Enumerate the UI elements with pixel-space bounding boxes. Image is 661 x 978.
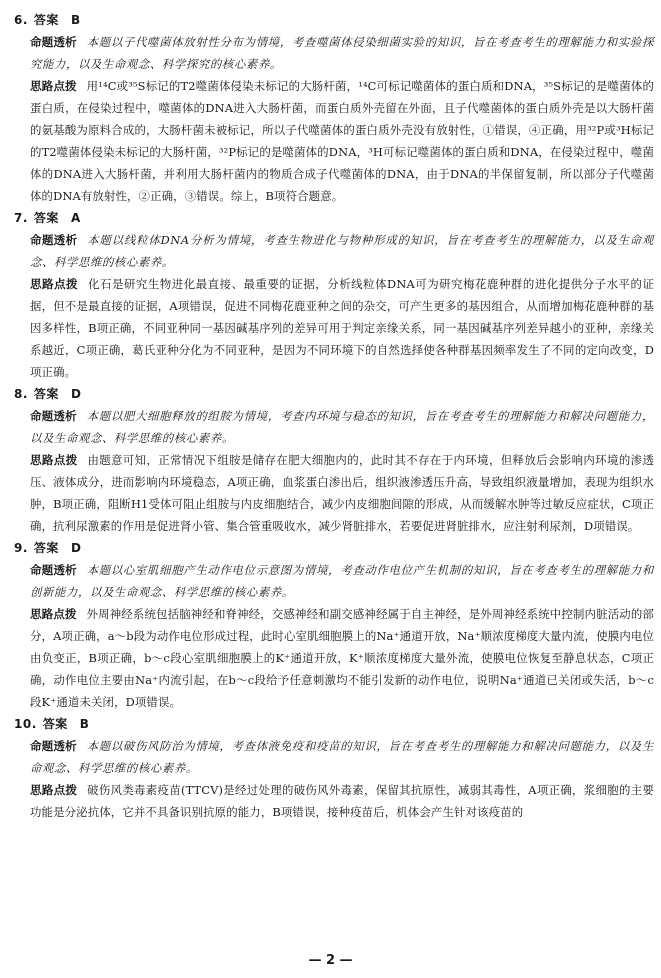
tips-block (14, 75, 654, 207)
analysis-label: 命题透析 (30, 563, 77, 577)
analysis-block (14, 559, 654, 603)
tips-text: 由题意可知，正常情况下组胺是储存在肥大细胞内的，此时其不存在于内环境，但释放后会影响内环境的渗透压、液体成分，进而影响内环境稳态，A项正确，血浆蛋白渗出后，组织液渗透压升高，导致组织液量增加，表现为组织水肿，B项正确，阻断H1受体可阻止组胺与内皮细胞结合，减少内皮细胞间隙的形成，从而缓解水肿等过敏反应症状，C项正确，抗利尿激素的作用是促进肾小管、集合管重吸收水，减少肾脏排水，若要促进肾脏排水，应注射利尿剂，D项错误。 (30, 453, 654, 533)
analysis-text: 本题以子代噬菌体放射性分布为情境，考查噬菌体侵染细菌实验的知识，旨在考查考生的理解能力和实验探究能力，以及生命观念、科学探究的核心素养。 (30, 35, 654, 71)
tips-block (14, 273, 654, 383)
question-number: 7. (14, 211, 28, 225)
analysis-label: 命题透析 (30, 233, 78, 247)
analysis-block (14, 735, 654, 779)
tips-label: 思路点拨 (30, 79, 77, 93)
question-10-header (14, 713, 654, 735)
page-number: — 2 — (308, 953, 353, 968)
analysis-block (14, 31, 654, 75)
answer-letter: A (70, 211, 81, 225)
answer-label: 答案 (42, 717, 68, 731)
answer-page (14, 9, 654, 823)
answer-letter: B (70, 13, 81, 27)
tips-label: 思路点拨 (30, 783, 78, 797)
analysis-block (14, 405, 654, 449)
question-number: 9. (14, 541, 28, 555)
answer-label: 答案 (33, 387, 59, 401)
question-8 (14, 383, 654, 537)
question-7-header (14, 207, 654, 229)
answer-label: 答案 (33, 211, 59, 225)
tips-text: 破伤风类毒素疫苗(TTCV)是经过处理的破伤风外毒素，保留其抗原性，减弱其毒性，A项正确，浆细胞的主要功能是分泌抗体，它并不具备识别抗原的能力，B项错误，接种疫苗后，机体会产生针对该疫苗的 (30, 783, 654, 819)
tips-label: 思路点拨 (30, 607, 77, 621)
answer-letter: D (70, 387, 82, 401)
analysis-text: 本题以肥大细胞释放的组胺为情境，考查内环境与稳态的知识，旨在考查考生的理解能力和解决问题能力，以及生命观念、科学思维的核心素养。 (30, 409, 654, 445)
analysis-label: 命题透析 (30, 409, 77, 423)
tips-text: 用¹⁴C或³⁵S标记的T2噬菌体侵染未标记的大肠杆菌，¹⁴C可标记噬菌体的蛋白质和DNA，³⁵S标记的是噬菌体的蛋白质，在侵染过程中，噬菌体的DNA进入大肠杆菌，而蛋白质外壳留在外面，且子代噬菌体的蛋白质外壳是以大肠杆菌的氨基酸为原料合成的，大肠杆菌未被标记，所以子代噬菌体的蛋白质外壳没有放射性，①错误，④正确，用³²P或³H标记的T2噬菌体侵染未标记的大肠杆菌，³²P标记的是噬菌体的DNA，³H可标记噬菌体的蛋白质和DNA，在侵染过程中，噬菌体的DNA进入大肠杆菌，并利用大肠杆菌内的物质合成子代噬菌体的DNA，由于DNA的半保留复制，所以部分子代噬菌体的DNA有放射性，②正确，③错误。综上，B项符合题意。 (30, 79, 654, 203)
question-9-header (14, 537, 654, 559)
tips-block (14, 449, 654, 537)
question-number: 8. (14, 387, 28, 401)
question-6 (14, 9, 654, 207)
question-8-header (14, 383, 654, 405)
question-number: 6. (14, 13, 28, 27)
question-7 (14, 207, 654, 383)
analysis-block (14, 229, 654, 273)
tips-block (14, 603, 654, 713)
analysis-text: 本题以线粒体DNA分析为情境，考查生物进化与物种形成的知识，旨在考查考生的理解能力，以及生命观念、科学思维的核心素养。 (30, 233, 654, 269)
analysis-label: 命题透析 (30, 35, 77, 49)
answer-label: 答案 (33, 541, 59, 555)
question-9 (14, 537, 654, 713)
tips-label: 思路点拨 (30, 453, 78, 467)
answer-letter: B (79, 717, 90, 731)
tips-text: 外周神经系统包括脑神经和脊神经，交感神经和副交感神经属于自主神经，是外周神经系统中控制内脏活动的部分，A项正确，a～b段为动作电位形成过程，此时心室肌细胞膜上的Na⁺通道开放，Na⁺顺浓度梯度大量内流，使膜内电位由负变正，B项正确，b～c段心室肌细胞膜上的K⁺通道开放，K⁺顺浓度梯度大量外流，使膜电位恢复至静息状态，C项正确，动作电位主要由Na⁺内流引起，在b～c段给予任意刺激均不能引发新的动作电位，说明Na⁺通道已关闭或失活，b～c段K⁺通道未关闭，D项错误。 (30, 607, 654, 709)
analysis-text: 本题以心室肌细胞产生动作电位示意图为情境，考查动作电位产生机制的知识，旨在考查考生的理解能力和创新能力，以及生命观念、科学思维的核心素养。 (30, 563, 654, 599)
answer-label: 答案 (33, 13, 59, 27)
analysis-text: 本题以破伤风防治为情境，考查体液免疫和疫苗的知识，旨在考查考生的理解能力和解决问题能力，以及生命观念、科学思维的核心素养。 (30, 739, 654, 775)
tips-text: 化石是研究生物进化最直接、最重要的证据，分析线粒体DNA可为研究梅花鹿种群的进化提供分子水平的证据，但不是最直接的证据，A项错误，促进不同梅花鹿亚种之间的杂交，可产生更多的基因组合，从而增加梅花鹿种群的基因多样性，B项正确，不同亚种同一基因碱基序列的差异可用于判定亲缘关系，同一基因碱基序列差异越小的亚种，亲缘关系越近，C项正确，葛氏亚种分化为不同亚种，是因为不同环境下的自然选择使各种群基因频率发生了不同的定向改变，D项正确。 (30, 277, 654, 379)
analysis-label: 命题透析 (30, 739, 77, 753)
tips-block (14, 779, 654, 823)
question-6-header (14, 9, 654, 31)
question-number: 10. (14, 717, 37, 731)
answer-letter: D (70, 541, 82, 555)
tips-label: 思路点拨 (30, 277, 79, 291)
question-10 (14, 713, 654, 823)
